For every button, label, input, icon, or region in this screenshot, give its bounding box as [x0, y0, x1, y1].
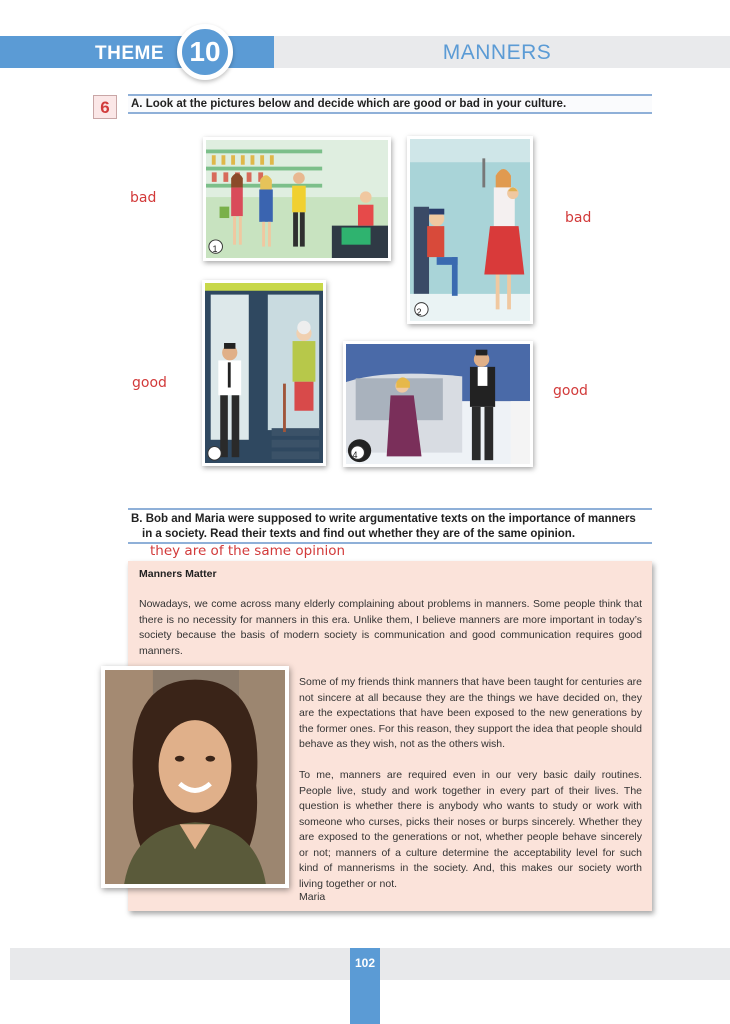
instruction-part-b-line2: in a society. Read their texts and find out whether they are of the same opinion. — [142, 528, 576, 540]
picture-2-bus-seat — [407, 136, 533, 324]
instruction-part-b-line1: B. Bob and Maria were supposed to write argumentative texts on the importance of manners — [131, 513, 636, 525]
picture-2-number: 2 — [416, 307, 422, 317]
picture-1-queue — [203, 137, 391, 261]
picture-2-answer: bad — [565, 210, 592, 226]
instruction-part-b — [128, 508, 652, 544]
theme-label: THEME — [95, 43, 164, 64]
exercise-number: 6 — [93, 95, 117, 119]
picture-4-car-door — [343, 341, 533, 467]
instruction-part-a: A. Look at the pictures below and decide which are good or bad in your culture. — [128, 94, 652, 114]
picture-4-number: 4 — [352, 450, 358, 460]
picture-1-answer: bad — [130, 190, 157, 206]
reading-paragraph-2: Some of my friends think manners that have been taught for centuries are not sincere at all because they are the things we have decided on, they are the expectations that have been exposed to the new generations by the former ones. For this reason, they support the idea that people should behave as they wish, not as the others wish. — [299, 676, 642, 750]
handwritten-answer: they are of the same opinion — [150, 543, 346, 559]
reading-title: Manners Matter — [139, 568, 217, 580]
page-number: 102 — [354, 956, 376, 970]
author-photo — [101, 666, 289, 888]
picture-3-number: 3 — [210, 450, 216, 460]
reading-paragraph-3: To me, manners are required even in our very basic daily routines. People live, study and work together in every part of their lives. The question is whether there is anybody who wants to study or work with someone who curses, picks their noses or burps sincerely. Whether they are exposed to the generations or not, whether people behave sincerely or not; manners of a culture determine the acceptability level for such kind of mannerisms in the society. And, this makes our society worth living together or not. — [299, 769, 642, 890]
reading-paragraph-1: Nowadays, we come across many elderly complaining about problems in manners. Some people think that there is no necessity for manners in this era. Unlike them, I believe manners are more important in today’s society because the basis of modern society is communication and good communication requires good manners. — [139, 598, 642, 657]
picture-1-number: 1 — [212, 244, 218, 254]
picture-3-helping-elderly — [202, 280, 326, 466]
picture-3-answer: good — [132, 375, 167, 391]
reading-signature: Maria — [299, 891, 326, 903]
picture-4-answer: good — [553, 383, 588, 399]
unit-title: MANNERS — [442, 41, 552, 64]
theme-number: 10 — [189, 36, 221, 67]
